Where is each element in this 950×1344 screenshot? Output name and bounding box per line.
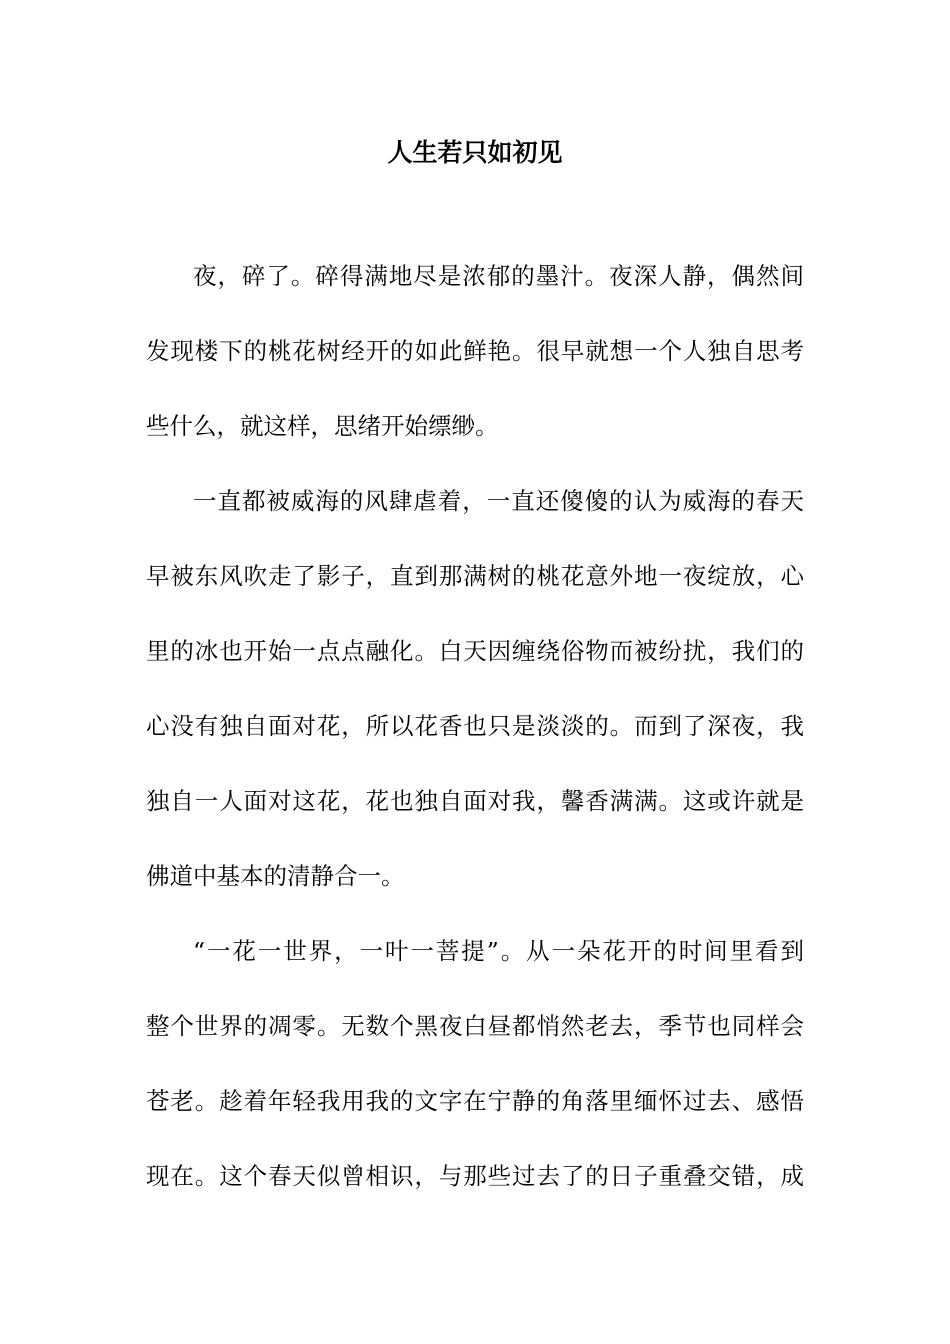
document-title: 人生若只如初见 bbox=[387, 138, 563, 167]
document-body bbox=[146, 256, 804, 1231]
paragraph-1-line-1: 夜，碎了。碎得满地尽是浓郁的墨汁。夜深人静，偶然间 bbox=[193, 262, 804, 290]
paragraph-1-line-3: 些什么，就这样，思绪开始缥缈。 bbox=[146, 412, 499, 440]
paragraph-2-line-6: 佛道中基本的清静合一。 bbox=[146, 862, 405, 890]
paragraph-2-line-5: 独自一人面对这花，花也独自面对我，馨香满满。这或许就是 bbox=[146, 787, 804, 815]
paragraph-1-line-2: 发现楼下的桃花树经开的如此鲜艳。很早就想一个人独自思考 bbox=[146, 337, 804, 365]
paragraph-2-line-4: 心没有独自面对花，所以花香也只是淡淡的。而到了深夜，我 bbox=[146, 712, 804, 740]
paragraph-2-line-3: 里的冰也开始一点点融化。白天因缠绕俗物而被纷扰，我们的 bbox=[146, 637, 804, 665]
paragraph-3-line-1: “一花一世界，一叶一菩提”。从一朵花开的时间里看到 bbox=[193, 937, 804, 965]
paragraph-2-line-1: 一直都被威海的风肆虐着，一直还傻傻的认为威海的春天 bbox=[193, 487, 804, 515]
paragraph-3-line-2: 整个世界的凋零。无数个黑夜白昼都悄然老去，季节也同样会 bbox=[146, 1012, 804, 1040]
paragraph-3-line-3: 苍老。趁着年轻我用我的文字在宁静的角落里缅怀过去、感悟 bbox=[146, 1087, 804, 1115]
paragraph-3-line-4: 现在。这个春天似曾相识，与那些过去了的日子重叠交错，成 bbox=[146, 1162, 804, 1190]
paragraph-2-line-2: 早被东风吹走了影子，直到那满树的桃花意外地一夜绽放，心 bbox=[146, 562, 804, 590]
